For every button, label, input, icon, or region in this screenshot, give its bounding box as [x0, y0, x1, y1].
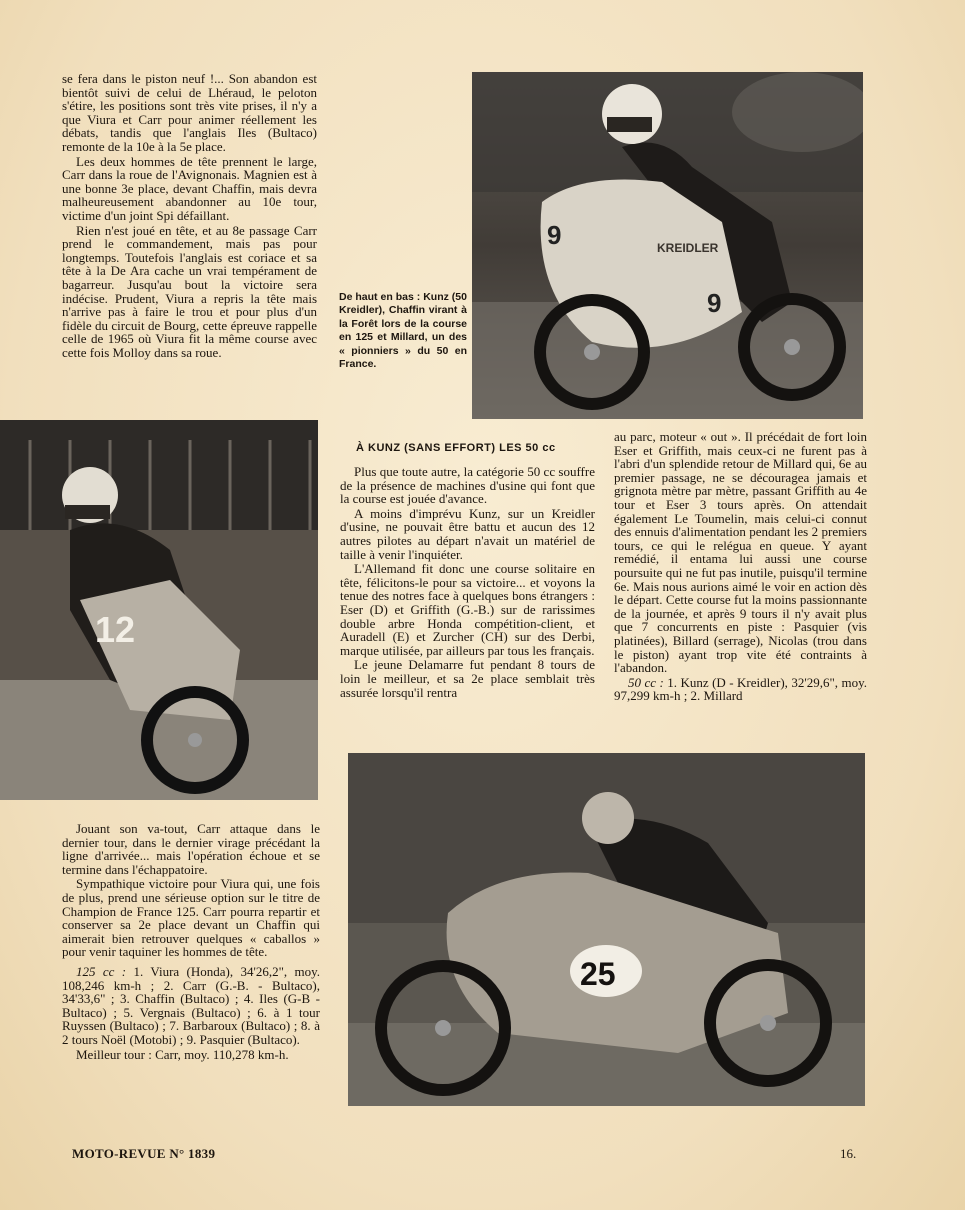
paragraph: Sympathique victoire pour Viura qui, une fois de plus, prend une sérieuse option sur le titre de Champion de France 125. Carr pourra repartir et conserver sa 2e place devant un Chaffin qui aimerait bien retrouver quelques « caballos » pour venir taquiner les hommes de tête. — [62, 876, 320, 960]
photo-millard — [348, 753, 865, 1106]
paragraph: A moins d'imprévu Kunz, sur un Kreidler d'usine, ne pouvait être battu et aucun des 12 autres pilotes au départ n'avait un matériel de taille à venir l'inquiéter. — [340, 505, 595, 562]
rider-number: 12 — [95, 609, 136, 650]
photo-chaffin-foret — [0, 420, 318, 800]
paragraph: L'Allemand fit donc une course solitaire en tête, félicitons-le pour sa victoire... et voyons la tenue des notres face à quelques bons étrangers : Eser (D) et Griffith (G.-B.) sur de rarissimes double arbre Honda compétition-client, et Auradell (E) et Zurcher (CH) sur des Derbi, marque utilisée, par ailleurs par tous les français. — [340, 561, 595, 658]
section-heading: À KUNZ (SANS EFFORT) LES 50 cc — [356, 442, 556, 454]
rider-number: 25 — [580, 956, 616, 992]
results-label: 50 cc : — [628, 674, 664, 690]
fairing-brand-text: KREIDLER — [657, 241, 719, 255]
paragraph: se fera dans le piston neuf !... Son abandon est bientôt suivi de celui de Lhéraud, le peloton s'étire, les positions sont très vite prises, il n'y a que Viura et Carr pour animer réellement les débats, tandis que l'anglais Iles (Bultaco) remonte de la 10e à la 5e place. — [62, 71, 317, 154]
article-column-50cc — [340, 465, 595, 700]
photo-caption: De haut en bas : Kunz (50 Kreidler), Chaffin virant à la Forêt lors de la course en 125 et Millard, un des « pionniers » du 50 en France. — [339, 291, 467, 371]
rider-number: 9 — [707, 288, 722, 318]
article-column-125cc-results — [62, 822, 320, 1062]
paragraph: Les deux hommes de tête prennent le large, Carr dans la roue de l'Avignonais. Magnien est à une bonne 3e place, devant Chaffin, mais devra malheureusement abandonner au 10e tour, victime d'un joint Spi défaillant. — [62, 153, 317, 223]
paragraph: Jouant son va-tout, Carr attaque dans le dernier tour, dans le dernier virage précédant la ligne d'arrivée... mais l'opération échoue et se termine dans l'échappatoire. — [62, 821, 320, 877]
paragraph: Rien n'est joué en tête, et au 8e passage Carr prend le commandement, mais pas pour longtemps. Toutefois l'anglais est coriace et sa tête à la De Ara cache un vrai tempérament de bagarreur. Jusqu'au bout la victoire sera indécise. Prudent, Viura a repris la tête mais n'arrive pas à faire le trou et pour plus d'un fidèle du circuit de Bourg, cette épreuve rappelle celle de 1965 où Viura fit la même course avec cette fois Molloy dans sa roue. — [62, 222, 317, 360]
paragraph: au parc, moteur « out ». Il précédait de fort loin Eser et Griffith, mais ceux-ci ne furent pas à l'abri d'un splendide retour de Millard qui, 6e au premier passage, ne se découragea jamais et grignota mètre par mètre, passant Griffith au 4e tour et Eser 3 tours après. On attendait également Le Toumelin, mais celui-ci connut des ennuis d'alimentation pendant les 2 premiers tours, ce qui le relégua en queue. Y ayant remédié, il entama lui aussi une course poursuite qui ne fut pas inutile, puisqu'il termine 6e. Mais nous aurions aimé le voir en action dès le départ. Cette course fut la moins passionnante de la journée, et après 9 tours il n'y avait plus que 7 concurrents en piste : Pasquier (vis platinées), Billard (serrage), Nicolas (trou dans le piston) ayant trop vite été contraints à l'abandon. — [614, 429, 867, 676]
page-number: 16. — [840, 1146, 857, 1161]
results-125cc — [62, 965, 320, 1047]
results-50cc — [614, 676, 867, 703]
paragraph: Plus que toute autre, la catégorie 50 cc souffre de la présence de machines d'usine qui font que la course est jouée d'avance. — [340, 464, 595, 507]
best-lap: Meilleur tour : Carr, moy. 110,278 km-h. — [76, 1046, 289, 1062]
article-column-50cc-continued — [614, 430, 867, 704]
article-column-top-left — [62, 72, 317, 360]
paragraph: Le jeune Delamarre fut pendant 8 tours de loin le meilleur, et sa 2e place semblait très assurée lorsqu'il rentra — [340, 657, 595, 700]
results-text: 1. Viura (Honda), 34'26,2", moy. 108,246 km-h ; 2. Carr (G.-B. - Bultaco), 34'33,6" ; 3. Chaffin (Bultaco) ; 4. Iles (G-B - Bultaco) ; 5. Vergnais (Bultaco) ; 6. à 1 tour Ruyssen (Bultaco) ; 7. Barbaroux (Bultaco) ; 8. à 2 tours Noël (Motobi) ; 9. Pasquier (Bultaco). — [62, 963, 321, 1047]
results-label: 125 cc : — [76, 963, 127, 979]
results-text: 1. Kunz (D - Kreidler), 32'29,6", moy. 97,299 km-h ; 2. Millard — [614, 674, 868, 704]
magazine-footer: MOTO-REVUE N° 1839 — [72, 1146, 216, 1161]
photo-kunz-kreidler — [472, 72, 863, 419]
rider-number: 9 — [547, 220, 562, 250]
